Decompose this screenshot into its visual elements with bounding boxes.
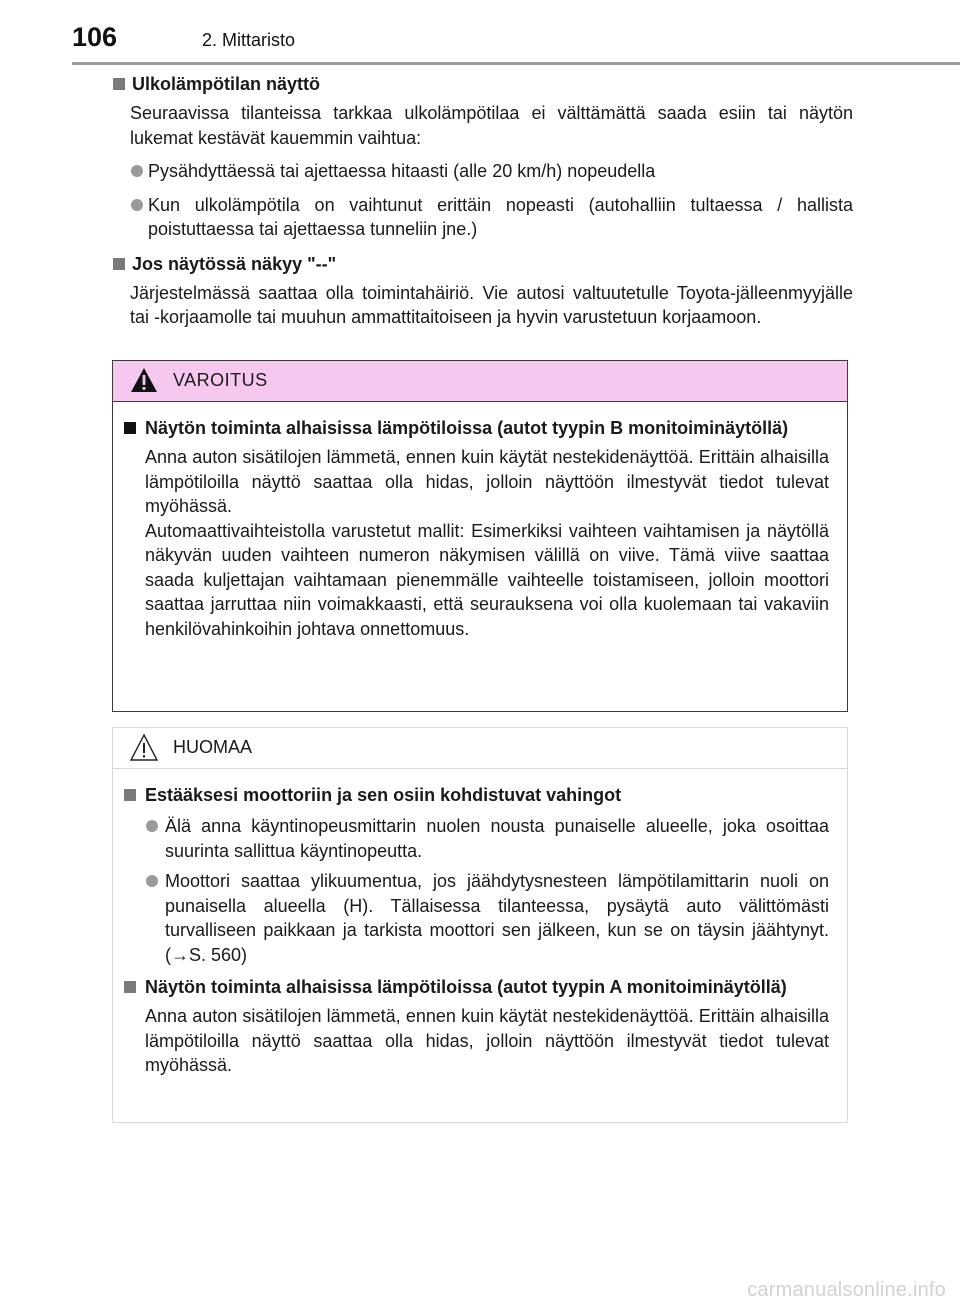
notice-body (113, 769, 847, 1078)
list-item-text: Moottori saattaa ylikuumentua, jos jäähdytysnesteen lämpötilamittarin nuoli on punaisella alueella (H). Tällaisessa tilanteessa, pysäytä auto välittömästi turvalliseen paikkaan ja tarkista moottori sen jälkeen, kun se on täysin jäähtynyt. ( (165, 871, 829, 965)
section-heading-text: Ulkolämpötilan näyttö (132, 74, 321, 94)
notice-heading (123, 783, 829, 808)
round-bullet-icon (146, 820, 158, 832)
square-bullet-icon (124, 422, 136, 434)
list-item (113, 193, 853, 242)
notice-box (112, 727, 848, 1123)
notice-heading-text: Estääksesi moottoriin ja sen osiin kohdistuvat vahingot (145, 785, 622, 805)
caution-triangle-icon (129, 733, 159, 763)
section-heading (113, 252, 853, 277)
warning-label: VAROITUS (173, 370, 268, 390)
square-bullet-icon (113, 78, 125, 90)
list-item-text: Kun ulkolämpötila on vaihtunut erittäin nopeasti (autohalliin tultaessa / hallista poistuttaessa tai ajettaessa tunneliin jne.) (148, 194, 853, 239)
section-display-dashes (113, 252, 853, 330)
list-item (123, 869, 829, 967)
warning-triangle-icon (129, 366, 159, 394)
notice-label: HUOMAA (173, 737, 253, 757)
notice-heading (123, 975, 829, 1000)
page-reference[interactable]: S. 560 (189, 944, 242, 965)
square-bullet-icon (124, 981, 136, 993)
header-rule (72, 62, 960, 65)
main-content (113, 72, 853, 330)
arrow-right-icon: → (171, 944, 189, 965)
list-item (113, 159, 853, 184)
chapter-title: 2. Mittaristo (202, 30, 296, 50)
section-heading (113, 72, 853, 97)
warning-paragraph: Anna auton sisätilojen lämmetä, ennen kuin käytät nestekidenäyttöä. Erittäin alhaisilla lämpötiloilla näyttö saattaa olla hidas, jolloin näyttöön ilmestyvät tiedot tulevat myöhässä. (145, 447, 829, 516)
warning-paragraph: Automaattivaihteistolla varustetut mallit: Esimerkiksi vaihteen vaihtamisen ja näytöllä näkyvän uuden vaihteen numeron näkymisen välillä on viive. Tämä viive saattaa saada kuljettajan vaihtamaan pienemmälle vaihteelle toistamiseen, jolloin moottori saattaa jarruttaa niin voimakkaasti, että seurauksena voi olla kuolemaan tai vakaviin henkilövahinkoihin johtava onnettomuus. (145, 520, 829, 639)
notice-header (113, 728, 847, 769)
list-item-text-end: ) (241, 944, 248, 965)
watermark: carmanualsonline.info (747, 1279, 946, 1301)
warning-body (113, 402, 847, 641)
section-heading-text: Jos näytössä näkyy "--" (132, 253, 337, 274)
page-number: 106 (72, 22, 118, 52)
round-bullet-icon (146, 875, 158, 887)
round-bullet-icon (131, 199, 143, 211)
list-item-text: Älä anna käyntinopeusmittarin nuolen nousta punaiselle alueelle, joka osoittaa suurinta sallittua käyntinopeutta. (165, 816, 829, 861)
section-text: Järjestelmässä saattaa olla toimintahäiriö. Vie autosi valtuutetulle Toyota-jälleenmyyjälle tai -korjaamolle tai muuhun ammattitaitoiseen ja hyvin varustetuun korjaamoon. (130, 282, 853, 327)
page-header (72, 18, 960, 58)
warning-box (112, 360, 848, 712)
warning-heading-text: Näytön toiminta alhaisissa lämpötiloissa (autot tyypin B monitoiminäytöllä) (145, 418, 789, 438)
warning-header (113, 361, 847, 402)
square-bullet-icon (113, 258, 125, 270)
notice-heading-text: Näytön toiminta alhaisissa lämpötiloissa (autot tyypin A monitoiminäytöllä) (145, 977, 787, 997)
list-item (123, 814, 829, 863)
round-bullet-icon (131, 165, 143, 177)
list-item-text: Pysähdyttäessä tai ajettaessa hitaasti (alle 20 km/h) nopeudella (148, 161, 656, 181)
warning-heading (123, 416, 829, 441)
notice-paragraph: Anna auton sisätilojen lämmetä, ennen kuin käytät nestekidenäyttöä. Erittäin alhaisilla lämpötiloilla näyttö saattaa olla hidas, jolloin näyttöön ilmestyvät tiedot tulevat myöhässä. (145, 1006, 829, 1075)
square-bullet-icon (124, 789, 136, 801)
section-intro: Seuraavissa tilanteissa tarkkaa ulkolämpötilaa ei välttämättä saada esiin tai näytön lukemat kestävät kauemmin vaihtua: (130, 103, 853, 148)
section-outside-temperature (113, 72, 853, 242)
